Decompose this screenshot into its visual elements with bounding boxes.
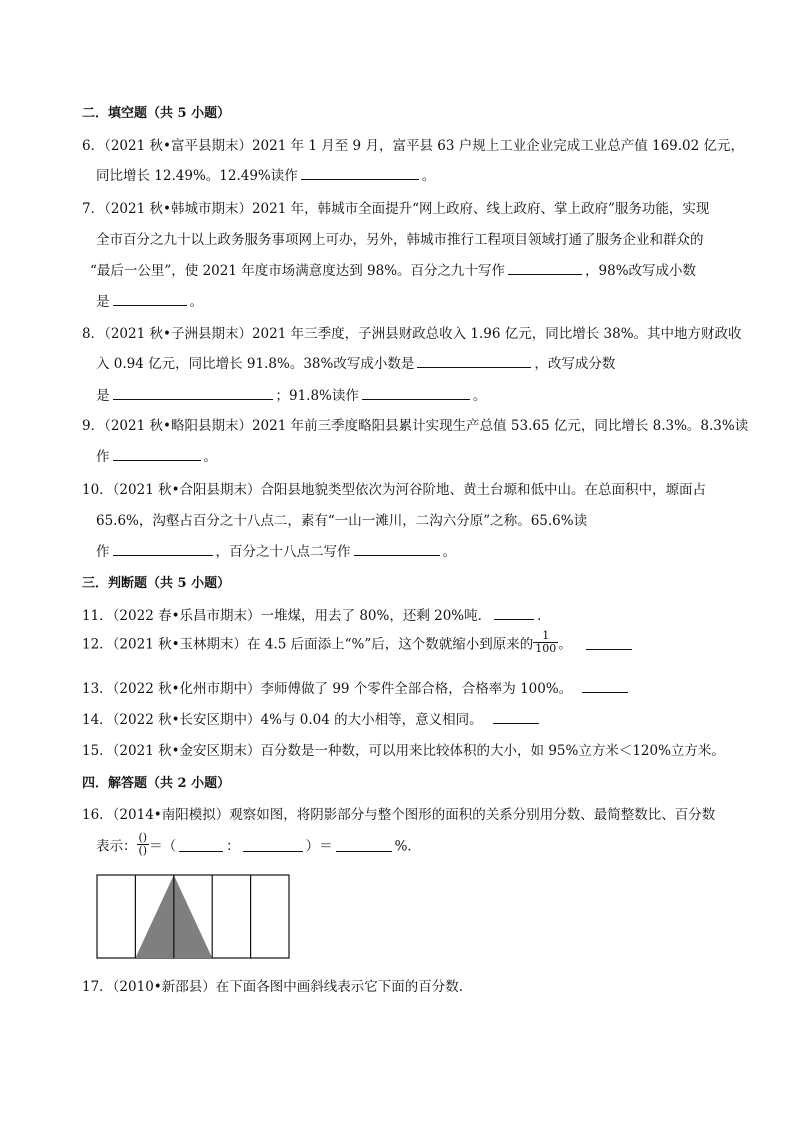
q7-text: “最后一公里”，使 2021 年度市场满意度达到 98%。百分之九十写作 <box>90 263 506 279</box>
q6-line2 <box>96 164 435 184</box>
q16-colon: ： <box>226 838 240 855</box>
q9-end: 。 <box>203 449 217 465</box>
q7-text3: 是 <box>96 294 110 310</box>
q7-line1: 7．（2021 秋•韩城市期末）2021 年，韩城市全面提升“网上政府、线上政府、掌上政府”服务功能，实现 <box>82 201 710 217</box>
q16-ratio-blank-1[interactable] <box>179 838 223 852</box>
q10-line1: 10．（2021 秋•合阳县期末）合阳县地貌类型依次为河谷阶地、黄土台塬和低中山。在总面积中，塬面占 <box>82 482 707 498</box>
section-fill-heading: 二．填空题（共 5 小题） <box>82 106 231 121</box>
q16-fraction <box>137 832 150 857</box>
q8-text: 入 0.94 亿元，同比增长 91.8%。38%改写成小数是 <box>96 356 415 372</box>
q12-fraction-numerator: 1 <box>533 630 558 643</box>
q6-end: 。 <box>421 168 436 184</box>
q6-text: 同比增长 12.49%。12.49%读作 <box>96 168 298 184</box>
q16-percent: %． <box>394 838 421 855</box>
q10-line2: 65.6%，沟壑占百分之十八点二，素有“一山一滩川，二沟六分原”之称。65.6%读 <box>96 513 588 529</box>
q17-line: 17．（2010•新邵县）在下面各图中画斜线表示它下面的百分数. <box>82 979 464 995</box>
q9-line1: 9．（2021 秋•略阳县期末）2021 年前三季度略阳县累计实现生产总值 53.65 亿元，同比增长 8.3%。8.3%读 <box>82 418 749 434</box>
q14-text: 14．（2022 秋•长安区期中）4%与 0.04 的大小相等，意义相同。 <box>82 712 483 728</box>
q8-text3: 是 <box>96 388 110 404</box>
q10-text2: ，百分之十八点二写作 <box>215 544 351 560</box>
q14-answer-blank[interactable] <box>493 710 539 724</box>
q7-line2: 全市百分之九十以上政务服务事项网上可办，另外，韩城市推行工程项目领域打通了服务企业和群众的 <box>96 232 704 248</box>
q14-line <box>82 708 542 728</box>
q10-answer-blank-2[interactable] <box>354 542 440 556</box>
q10-end: 。 <box>442 544 456 560</box>
q13-line <box>82 677 631 697</box>
q13-text: 13．（2022 秋•化州市期中）李师傅做了 99 个零件全部合格，合格率为 100%。 <box>82 681 573 697</box>
q8-text2: ，改写成分数 <box>534 356 616 372</box>
section-answer-heading: 四．解答题（共 2 小题） <box>82 776 231 791</box>
q12-end: 。 <box>558 636 572 653</box>
q16-eq2: ）＝ <box>305 838 333 855</box>
q16-percent-blank[interactable] <box>336 838 392 852</box>
q8-text4: ；91.8%读作 <box>275 388 359 404</box>
q10-line3 <box>96 540 456 560</box>
q12-line <box>82 630 635 655</box>
q8-answer-blank-1[interactable] <box>417 354 531 368</box>
q10-answer-blank-1[interactable] <box>113 542 213 556</box>
q16-ratio-blank-2[interactable] <box>243 838 303 852</box>
q7-answer-blank-1[interactable] <box>508 261 582 275</box>
q8-line1: 8．（2021 秋•子洲县期末）2021 年三季度，子洲县财政总收入 1.96 亿元，同比增长 38%。其中地方财政收 <box>82 326 742 342</box>
q7-line3 <box>90 259 696 279</box>
q12-text: 12．（2021 秋•玉林期末）在 4.5 后面添上“%”后，这个数就缩小到原来的 <box>82 636 534 653</box>
q12-answer-blank[interactable] <box>586 636 632 650</box>
q13-answer-blank[interactable] <box>582 679 628 693</box>
q7-line4 <box>96 290 203 310</box>
section-judge-heading: 三．判断题（共 5 小题） <box>82 576 231 591</box>
q16-eq1: ＝（ <box>149 838 177 855</box>
q9-text: 作 <box>96 449 110 465</box>
q16-figure <box>96 874 292 960</box>
q16-line2 <box>96 832 421 857</box>
q8-answer-blank-3[interactable] <box>362 386 470 400</box>
q11-line <box>82 604 551 624</box>
q12-fraction <box>533 630 558 655</box>
q11-answer-blank[interactable] <box>494 606 534 620</box>
q7-text2: ，98%改写成小数 <box>585 263 697 279</box>
q8-end: 。 <box>472 388 487 404</box>
q16-prefix: 表示： <box>96 838 137 855</box>
q7-end: 。 <box>189 294 203 310</box>
q16-fraction-numerator[interactable]: () <box>138 831 148 844</box>
q8-line3 <box>96 384 486 404</box>
q9-answer-blank[interactable] <box>113 447 201 461</box>
q11-end: ． <box>537 608 551 624</box>
q12-fraction-denominator: 100 <box>535 642 557 655</box>
q15-line: 15．（2021 秋•金安区期末）百分数是一种数，可以用来比较体积的大小，如 95%立方米＜120%立方米。 <box>82 743 725 759</box>
q6-line1: 6．（2021 秋•富平县期末）2021 年 1 月至 9 月，富平县 63 户规上工业企业完成工业总产值 169.02 亿元， <box>82 138 745 154</box>
q11-text: 11．（2022 春•乐昌市期末）一堆煤，用去了 80%，还剩 20%吨． <box>82 608 492 624</box>
q7-answer-blank-2[interactable] <box>113 292 187 306</box>
q10-text: 作 <box>96 544 110 560</box>
q8-answer-blank-2[interactable] <box>113 386 273 400</box>
q6-answer-blank[interactable] <box>301 166 419 180</box>
q8-line2 <box>96 352 615 372</box>
q16-line1: 16．（2014•南阳模拟）观察如图，将阴影部分与整个图形的面积的关系分别用分数、最简整数比、百分数 <box>82 807 716 823</box>
q9-line2 <box>96 445 217 465</box>
q16-fraction-denominator[interactable]: () <box>138 844 148 857</box>
